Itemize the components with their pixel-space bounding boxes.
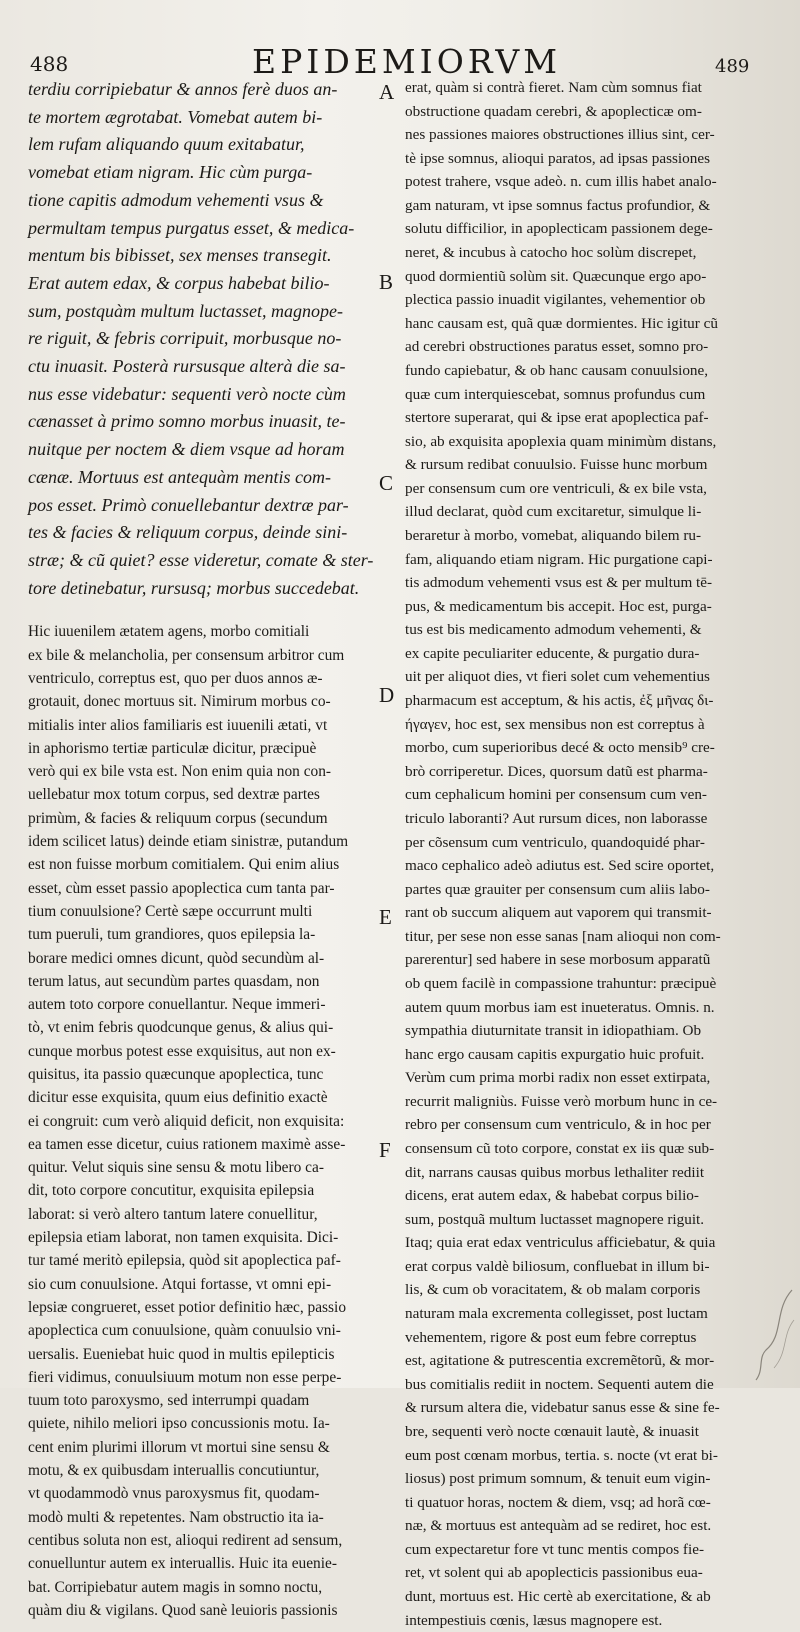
text-line: bus comitialis rediit in noctem. Sequenti autem die bbox=[405, 1375, 714, 1393]
running-title: EPIDEMIORVM bbox=[252, 42, 562, 81]
text-line: fam, aliquando etiam nigram. Hic purgatione capi- bbox=[405, 550, 713, 568]
text-line: parerentur] sed habere in sese morbosum apparatũ bbox=[405, 951, 711, 969]
text-line: tium conuulsione? Certè sæpe occurrunt multi bbox=[28, 902, 313, 920]
text-line: dicens, erat autem edax, & habebat corpus bilio- bbox=[405, 1187, 699, 1205]
text-line: rebro per consensum cum ventriculo, & in hoc per bbox=[405, 1116, 711, 1134]
text-line: erat, quàm si contrà fieret. Nam cùm somnus fiat bbox=[405, 79, 702, 96]
text-line: pos esset. Primò conuellebantur dextræ par- bbox=[28, 494, 349, 515]
text-line: ei congruit: cum verò aliquid deficit, non exquisita: bbox=[28, 1112, 345, 1130]
margin-letter-d: D bbox=[379, 683, 395, 707]
text-line: erat corpus valdè biliosum, confluebat in illum bi- bbox=[405, 1257, 710, 1275]
text-line: uellebatur mox totum corpus, sed dextræ partes bbox=[28, 786, 320, 804]
text-line: nuitque per noctem & diem vsque ad horam bbox=[28, 439, 345, 460]
text-line: tione capitis admodum vehementi vsus & bbox=[28, 189, 324, 210]
text-line: fundo capiebatur, & ob hanc causam conuulsione, bbox=[405, 361, 709, 379]
text-line: quiete, nihilo meliori ipso concussionis motu. Ia- bbox=[28, 1415, 330, 1433]
text-line: & rursum altera die, videbatur sanus esse & sine fe- bbox=[405, 1399, 720, 1417]
text-line: naturam mala excrementa collegisset, post luctam bbox=[405, 1305, 708, 1323]
text-line: uit per aliquot dies, vt fieri solet cum vehementius bbox=[405, 668, 710, 686]
text-line: recurrit maligniùs. Fuisse verò morbum hunc in ce- bbox=[405, 1092, 718, 1110]
text-line: quisitus, ita passio quæcunque apoplectica, tunc bbox=[28, 1066, 324, 1083]
text-line: vomebat etiam nigram. Hic cùm purga- bbox=[28, 162, 313, 183]
text-line: primùm, & facies & reliquum corpus (secundum bbox=[28, 809, 328, 827]
text-line: maco cephalico adeò adiutus est. Sed scire oportet, bbox=[405, 857, 715, 875]
text-line: laborat: si verò altero tantum latere conuellitur, bbox=[28, 1205, 318, 1223]
text-line: ret, vt solent qui ab apoplecticis passionibus eua- bbox=[405, 1564, 703, 1582]
text-line: partes quæ grauiter per consensum cum aliis labo- bbox=[405, 880, 710, 898]
text-line: ήγαγεν, hoc est, sex mensibus non est correptus à bbox=[405, 715, 705, 733]
text-line: fieri vidimus, conuulsiuum motum non esse perpe- bbox=[28, 1368, 342, 1386]
text-line: dicitur esse exquisita, quum eius definitio exactè bbox=[28, 1089, 328, 1107]
text-line: rant ob succum aliquem aut vaporem qui transmit- bbox=[405, 904, 712, 922]
page-curl-decoration bbox=[754, 1290, 794, 1380]
margin-letter-f: F bbox=[379, 1138, 391, 1162]
text-line: conuelluntur autem ex interuallis. Huic ita euenie- bbox=[28, 1555, 337, 1573]
text-line: terdiu corripiebatur & annos ferè duos an- bbox=[28, 79, 338, 99]
text-line: sio cum conuulsione. Atqui fortasse, vt omni epi- bbox=[28, 1275, 332, 1293]
text-line: stræ; & cũ quiet? esse videretur, comate & ster- bbox=[28, 549, 374, 570]
text-line: tuum toto paroxysmo, sed interrumpi quadam bbox=[28, 1392, 310, 1410]
text-line: hanc causam est, quã quæ dormientes. Hic igitur cũ bbox=[405, 314, 718, 332]
text-line: potest trahere, vsque adeò. n. cum illis habet analo- bbox=[405, 173, 717, 191]
text-line: epilepsia etiam laborat, non tamen exquisita. Dici- bbox=[28, 1229, 339, 1247]
text-line: cent enim plurimi illorum vt mortui sine sensu & bbox=[28, 1438, 330, 1456]
text-line: beraretur à morbo, vomebat, aliquando bilem ru- bbox=[405, 526, 702, 544]
text-line: idem scilicet latus) deinde etiam sinistræ, putandum bbox=[28, 833, 349, 851]
text-line: mentum bis bibisset, sex menses transegit. bbox=[28, 245, 332, 266]
text-line: Hic iuuenilem ætatem agens, morbo comitiali bbox=[28, 623, 310, 641]
text-line: sum, postquã multum luctasset magnopere riguit. bbox=[405, 1210, 705, 1228]
text-line: cænasset à primo somno morbus inuasit, te- bbox=[28, 411, 346, 432]
text-line: quitur. Velut siquis sine sensu & motu libero ca- bbox=[28, 1159, 324, 1177]
text-line: tus est bis medicamento admodum vehementi, & bbox=[405, 621, 702, 639]
text-line: te mortem ægrotabat. Vomebat autem bi- bbox=[28, 106, 323, 127]
text-line: stertore superarat, qui & ipse erat apoplectica paf- bbox=[405, 409, 709, 427]
text-line: dit, toto corpore concutitur, exquisita epilepsia bbox=[28, 1182, 315, 1200]
margin-letter-b: B bbox=[379, 270, 394, 294]
left-column bbox=[28, 76, 373, 1622]
text-line: borare medici omnes dicunt, quòd secundùm al- bbox=[28, 949, 325, 967]
text-line: est non fuisse morbum comitialem. Qui enim alius bbox=[28, 856, 340, 874]
margin-letter-e: E bbox=[379, 905, 392, 929]
text-line: ex capite peculiariter educente, & purgatio dura- bbox=[405, 644, 700, 662]
text-line: per cõsensum cum ventriculo, quandoquidé phar- bbox=[405, 833, 705, 851]
text-line: quod dormientiũ solùm sit. Quæcunque ergo apo- bbox=[405, 267, 707, 285]
text-line: vt quodammodò vnus paroxysmus fit, quodam- bbox=[28, 1485, 320, 1503]
text-line: cum cephalicum homini per consensum cum ven- bbox=[405, 786, 707, 804]
commentary-text-left bbox=[28, 620, 373, 1622]
text-line: Verùm cum prima morbi radix non esset extirpata, bbox=[405, 1069, 711, 1087]
text-line: neret, & incubus à catocho hoc solùm discrepet, bbox=[405, 244, 697, 262]
text-line: lem rufam aliquando quum exitabatur, bbox=[28, 134, 305, 155]
right-column bbox=[405, 76, 777, 1632]
text-line: grotauit, donec mortuus sit. Nimirum morbus co- bbox=[28, 693, 331, 711]
text-line: plectica passio inuadit vigilantes, vehementior ob bbox=[405, 291, 706, 309]
text-line: nus esse videbatur: sequenti verò nocte cùm bbox=[28, 383, 346, 404]
text-line: pus, & medicamentum bis accepit. Hoc est, purga- bbox=[405, 597, 712, 615]
text-line: bre, sequenti verò nocte cœnauit lautè, & inuasit bbox=[405, 1422, 699, 1440]
text-line: brò corriperetur. Dices, quorsum datũ est pharma- bbox=[405, 762, 708, 780]
text-line: dit, narrans causas quibus morbus lethaliter rediit bbox=[405, 1163, 705, 1181]
text-line: hanc ergo causam capitis expurgatio huic profuit. bbox=[405, 1045, 705, 1063]
text-line: permultam tempus purgatus esset, & medica- bbox=[28, 217, 355, 238]
text-line: ventriculo, correptus est, quo per duos annos æ- bbox=[28, 669, 323, 687]
text-line: esset, cùm esset passio apoplectica cum tanta par- bbox=[28, 879, 335, 897]
text-line: tis admodum vehementi vsus est & per multum tē- bbox=[405, 574, 713, 592]
hippocratic-text bbox=[28, 76, 373, 602]
text-line: titur, per sese non esse sanas [nam alioqui non com- bbox=[405, 927, 721, 945]
text-line: tore detinebatur, rursusq; morbus succedebat. bbox=[28, 577, 360, 598]
text-line: cunque morbus potest esse exquisitus, aut non ex- bbox=[28, 1042, 336, 1060]
text-line: per consensum cum ore ventriculi, & ex bile vsta, bbox=[405, 479, 707, 497]
text-line: ctu inuasit. Posterà rursusque alterà die sa- bbox=[28, 356, 346, 377]
text-line: obstructione quadam cerebri, & apoplecticæ om- bbox=[405, 102, 702, 120]
text-line: morbo, cum superioribus decé & octo mensib⁹ cre- bbox=[405, 739, 715, 757]
page-number-right: 489 bbox=[715, 56, 750, 77]
text-line: mitialis inter alios familiaris est iuuenili ætati, vt bbox=[28, 716, 328, 734]
text-line: vehementem, rigore & post eum febre correptus bbox=[405, 1328, 697, 1346]
text-line: quàm diu & vigilans. Quod sanè leuioris passionis bbox=[28, 1601, 338, 1619]
text-line: in aphorismo tertiæ particulæ dicitur, præcipuè bbox=[28, 739, 317, 757]
text-line: bat. Corripiebatur autem magis in somno noctu, bbox=[28, 1578, 323, 1596]
text-line: modò multi & repetentes. Nam obstructio ita ia- bbox=[28, 1508, 324, 1526]
text-line: ad cerebri obstructiones paratus esset, somno pro- bbox=[405, 338, 709, 356]
text-line: Erat autem edax, & corpus habebat bilio- bbox=[28, 272, 330, 293]
text-line: cum expectaretur fore vt tunc mentis compos fie- bbox=[405, 1540, 704, 1558]
text-line: sum, postquàm multum luctasset, magnope- bbox=[28, 300, 343, 321]
text-line: nes passiones maiores obstructiones illius sint, cer- bbox=[405, 126, 715, 144]
text-line: sympathia diuturnitate transit in idiopathiam. Ob bbox=[405, 1022, 702, 1040]
text-line: sio, ab exquisita apoplexia quam minimùm distans, bbox=[405, 432, 717, 450]
text-line: eum post cœnam morbus, tertia. s. nocte (vt erat bi- bbox=[405, 1446, 718, 1464]
text-line: triculo laboranti? Aut rursum dices, non laborasse bbox=[405, 809, 708, 827]
commentary-text-right bbox=[405, 76, 777, 1632]
text-line: ex bile & melancholia, per consensum arbitror cum bbox=[28, 646, 345, 664]
text-line: gam naturam, vt ipse somnus factus profundior, & bbox=[405, 196, 711, 214]
page-number-left: 488 bbox=[30, 52, 69, 76]
text-line: solutu difficilior, in apoplecticam passionem dege- bbox=[405, 220, 713, 238]
text-line: ti quatuor horas, noctem & diem, vsq; ad horã cœ- bbox=[405, 1493, 711, 1511]
text-line: apoplectica cum conuulsione, quàm conuulsio vni- bbox=[28, 1322, 341, 1340]
text-line: tum pueruli, tum grandiores, quos epilepsia la- bbox=[28, 926, 316, 944]
text-line: tes & facies & reliquum corpus, deinde sini- bbox=[28, 522, 348, 543]
text-line: dunt, mortuus est. Hic certè ab exercitatione, & ab bbox=[405, 1588, 711, 1605]
text-line: consensum cũ toto corpore, constat ex iis quæ sub- bbox=[405, 1140, 715, 1158]
text-line: cænæ. Mortuus est antequàm mentis com- bbox=[28, 466, 331, 487]
text-line: est, agitatione & putrescentia excremẽtorũ, & mor- bbox=[405, 1352, 715, 1370]
text-line: quæ cum interquiescebat, somnus profundus cum bbox=[405, 385, 706, 403]
text-line: motu, & ex quibusdam interuallis concutiuntur, bbox=[28, 1462, 320, 1480]
text-line: tur tamé meritò epilepsia, quòd sit apoplectica paf- bbox=[28, 1252, 341, 1270]
text-line: autem toto corpore conuellantur. Neque immeri- bbox=[28, 996, 326, 1014]
text-line: næ, & mortuus est antequàm ad se rediret, hoc est. bbox=[405, 1517, 712, 1535]
text-line: & rursum redibat conuulsio. Fuisse hunc morbum bbox=[405, 456, 708, 474]
text-line: tò, vt enim febris quodcunque genus, & alius qui- bbox=[28, 1019, 334, 1037]
text-line: intempestiuis cœnis, læsus magnopere est. bbox=[405, 1611, 663, 1629]
text-line: autem quum morbus iam est inueteratus. Omnis. n. bbox=[405, 998, 715, 1016]
text-line: tè ipse somnus, alioqui paratos, ad ipsas passiones bbox=[405, 149, 710, 167]
text-line: uersalis. Eueniebat huic quod in multis epilepticis bbox=[28, 1345, 335, 1363]
text-line: verò qui ex bile vsta est. Non enim quia non con- bbox=[28, 763, 332, 781]
text-line: lis, & cum ob voracitatem, & ob malam corporis bbox=[405, 1281, 701, 1299]
text-line: re riguit, & febris corripuit, morbusque no- bbox=[28, 328, 342, 349]
text-line: illud declarat, quòd cum excitaretur, simulque li- bbox=[405, 503, 702, 521]
text-line: Itaq; quia erat edax ventriculus afficiebatur, & quia bbox=[405, 1234, 716, 1252]
text-line: centibus soluta non est, alioqui redirent ad sensum, bbox=[28, 1531, 343, 1549]
text-line: ob quem facilè in compassione trahuntur: præcipuè bbox=[405, 974, 717, 992]
margin-letter-a: A bbox=[379, 80, 395, 104]
margin-letter-c: C bbox=[379, 471, 394, 495]
text-line: lepsiæ congrueret, esset potior definitio hæc, passio bbox=[28, 1298, 347, 1316]
text-line: liosus) post primum somnum, & tenuit eum vigin- bbox=[405, 1470, 711, 1488]
text-line: pharmacum est acceptum, & his actis, ἐξ μῆνας δι- bbox=[405, 692, 714, 710]
text-line: terum latus, aut secundùm partes quasdam, non bbox=[28, 972, 320, 990]
text-line: ea tamen esse dicetur, cuius rationem maximè asse- bbox=[28, 1135, 346, 1153]
